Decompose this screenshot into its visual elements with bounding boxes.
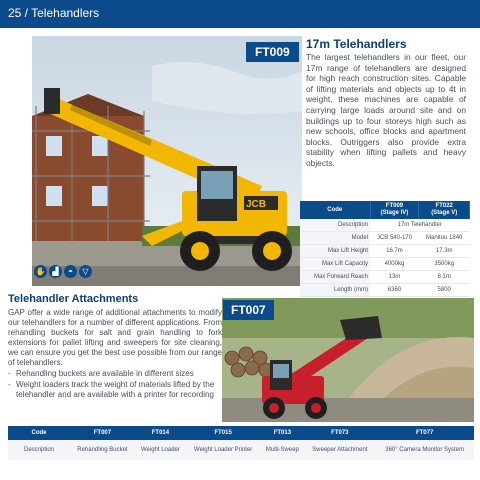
spec-row-label: Model — [300, 232, 370, 245]
attachment-desc: 360° Camera Monitor System — [375, 440, 474, 460]
section-title-17m: 17m Telehandlers — [306, 37, 407, 51]
spec-row-label: Description — [300, 219, 370, 232]
attachment-col-code: FT013 — [260, 426, 304, 440]
spec-cell: 13m — [370, 271, 419, 284]
attachment-col-code: FT077 — [375, 426, 474, 440]
spec-row-label: Max Lift Capacity — [300, 258, 370, 271]
spec-col-code: FT009 — [385, 203, 404, 209]
spec-row — [300, 232, 470, 245]
spec-cell: Manitou 1840 — [419, 232, 470, 245]
spec-cell: 4000kg — [370, 258, 419, 271]
page-title: 25 / Telehandlers — [8, 6, 100, 20]
spec-row — [300, 258, 470, 271]
attachment-desc: Weight Loader — [135, 440, 186, 460]
attachments-paragraph: GAP offer a wide range of additional attachments to modify our telehandlers for a number of different applications. From rehandling buckets for salt and grain handling to fork extensions for pallet lifting and sweepers for site cleaning, we can ensure you get the best use possible from our range of telehandlers. — [8, 308, 222, 367]
attachment-desc-row — [8, 440, 474, 460]
spec-col-code: FT022 — [435, 203, 453, 209]
spec-cell: 8.1m — [419, 271, 470, 284]
spec-row — [300, 219, 470, 232]
telehandler-photo — [32, 36, 302, 286]
section-title-attachments: Telehandler Attachments — [8, 293, 139, 305]
svg-text:JCB: JCB — [246, 199, 267, 210]
gloves-icon: ✋ — [35, 267, 46, 276]
attachment-table — [8, 426, 474, 460]
attachment-code-label: Code — [8, 426, 70, 440]
spec-row — [300, 284, 470, 297]
attachment-desc: Weight Loader Printer — [186, 440, 260, 460]
spec-row — [300, 271, 470, 284]
attachment-col-code: FT015 — [186, 426, 260, 440]
hi-vis-icon: ▽ — [79, 265, 92, 278]
attachment-col-code: FT007 — [70, 426, 135, 440]
attachment-desc: Rehandling Bucket — [70, 440, 135, 460]
attachment-desc-label: Description — [8, 440, 70, 460]
spec-row-label: Length (mm) — [300, 284, 370, 297]
spec-cell: 16.7m — [370, 245, 419, 258]
spec-row — [300, 245, 470, 258]
spec-cell: 5800 — [419, 284, 470, 297]
bullet-item: - Weight loaders track the weight of materials lifted by the telehandler and are available with a printer for recording — [8, 380, 222, 400]
header-bar — [0, 0, 480, 28]
hero-product-code-badge: FT009 — [246, 42, 299, 62]
safety-icons — [34, 265, 92, 278]
spec-cell: 3500kg — [419, 258, 470, 271]
spec-col-stage: (Stage V) — [431, 210, 458, 216]
attachments-bullet-list — [8, 369, 222, 401]
attachment-product-code-badge: FT007 — [223, 300, 274, 320]
intro-paragraph: The largest telehandlers in our fleet, our 17m range of telehandlers are designed for high reach construction sites. Capable of lifting materials and objects up to 4t in weight, these machines are capable of carrying large loads around site and on buildings up to four storeys high such as new schools, office blocks and apartment blocks. Outriggers also provide extra stability when lifting pallets and heavy objects. — [306, 52, 466, 168]
spec-col-header — [419, 201, 470, 219]
attachment-col-code: FT014 — [135, 426, 186, 440]
spec-col-stage: (Stage IV) — [380, 210, 409, 216]
spec-row-label: Max Forward Reach — [300, 271, 370, 284]
boots-icon: ▟ — [49, 265, 62, 278]
spec-cell: 17m Telehandler — [370, 219, 470, 232]
spec-row-label: Max Lift Height — [300, 245, 370, 258]
attachment-header-row — [8, 426, 474, 440]
attachment-col-code: FT073 — [304, 426, 375, 440]
spec-code-label: Code — [300, 201, 370, 219]
spec-header-row — [300, 201, 470, 219]
spec-cell: JCB 540-170 — [370, 232, 419, 245]
spec-cell: 6360 — [370, 284, 419, 297]
bullet-item: - Rehandling buckets are available in different sizes — [8, 369, 222, 379]
hard-hat-icon: ◓ — [64, 265, 77, 278]
attachment-desc: Multi-Sweep — [260, 440, 304, 460]
spec-col-header — [370, 201, 419, 219]
spec-cell: 17.3m — [419, 245, 470, 258]
attachment-desc: Sweeper Attachment — [304, 440, 375, 460]
